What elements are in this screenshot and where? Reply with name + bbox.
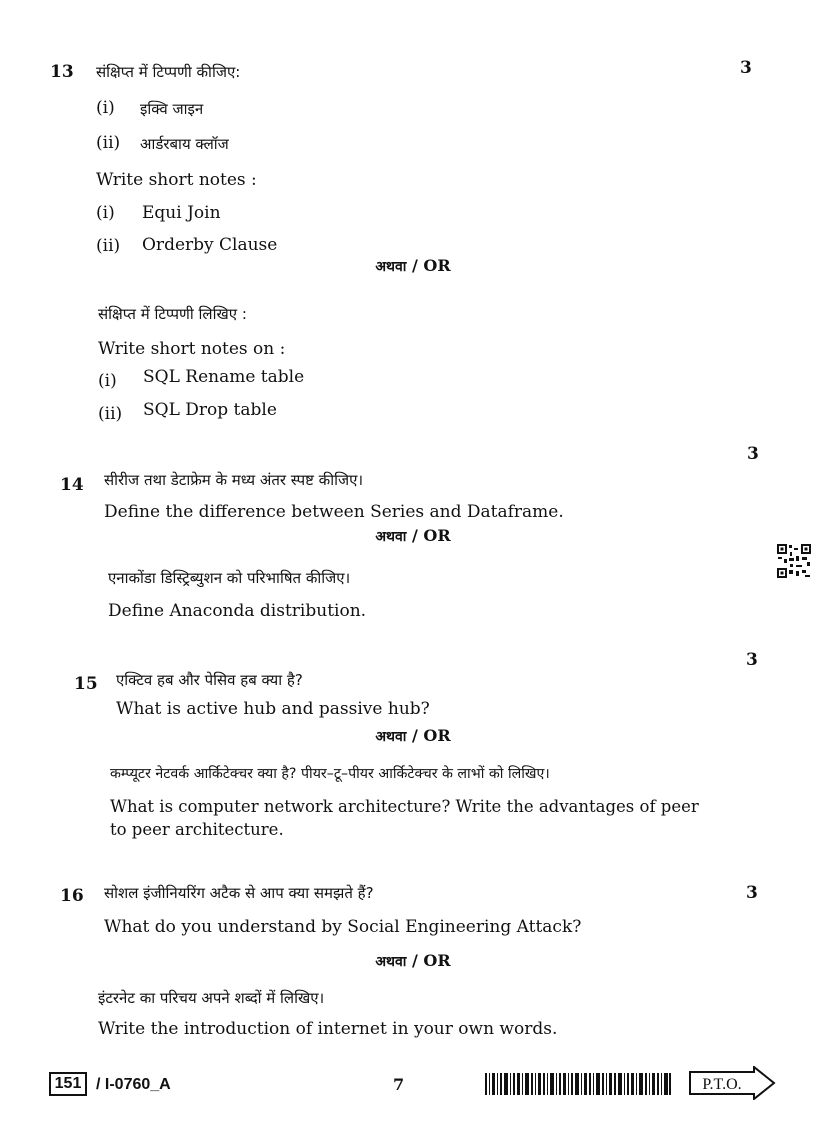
q13-english-item-text: Orderby Clause xyxy=(142,235,278,255)
question-15-marks: 3 xyxy=(746,650,758,670)
q13-hindi-item-text: इक्वि जाइन xyxy=(140,100,204,118)
q13-english-item-label: (ii) xyxy=(96,236,121,256)
q13-alt-item-text: SQL Drop table xyxy=(143,400,277,420)
question-13-hindi-prompt: संक्षिप्त में टिप्पणी कीजिए: xyxy=(96,63,241,81)
q13-hindi-item-label: (ii) xyxy=(96,133,121,153)
or-hindi: अथवा xyxy=(375,259,407,275)
or-hindi: अथवा xyxy=(375,954,407,970)
question-14-number: 14 xyxy=(60,475,84,495)
q16-alt-english: Write the introduction of internet in your own words. xyxy=(98,1019,558,1039)
question-16-number: 16 xyxy=(60,886,84,906)
or-english: / OR xyxy=(411,526,451,545)
question-15-hindi: एक्टिव हब और पेसिव हब क्या है? xyxy=(116,671,303,689)
q13-english-item-text: Equi Join xyxy=(142,203,221,223)
q14-alt-english: Define Anaconda distribution. xyxy=(108,601,367,621)
q13-alt-item-label: (ii) xyxy=(98,404,123,424)
question-13-number: 13 xyxy=(50,62,74,82)
question-13-marks: 3 xyxy=(740,58,752,78)
or-hindi: अथवा xyxy=(375,729,407,745)
or-english: / OR xyxy=(411,726,451,745)
footer-paper-code: / I-0760_A xyxy=(96,1076,171,1093)
q13-alt-hindi-prompt: संक्षिप्त में टिप्पणी लिखिए : xyxy=(98,305,247,323)
question-15-english: What is active hub and passive hub? xyxy=(116,699,430,719)
q15-alt-english-line1: What is computer network architecture? Write the advantages of peer xyxy=(110,797,699,816)
barcode-icon xyxy=(485,1073,671,1095)
q13-hindi-item-text: आर्डरबाय क्लॉज xyxy=(140,135,229,153)
q13-alt-item-text: SQL Rename table xyxy=(143,367,305,387)
q15-or-divider xyxy=(0,726,826,746)
q13-alt-english-prompt: Write short notes on : xyxy=(98,339,286,359)
question-16-english: What do you understand by Social Engineering Attack? xyxy=(104,917,582,937)
qr-code-icon xyxy=(776,543,812,579)
question-16-hindi: सोशल इंजीनियरिंग अटैक से आप क्या समझते हैं? xyxy=(104,884,374,902)
q14-alt-hindi: एनाकोंडा डिस्ट्रिब्युशन को परिभाषित कीजिए। xyxy=(108,569,351,587)
footer-page-number: 7 xyxy=(393,1075,405,1094)
question-14-hindi: सीरीज तथा डेटाफ्रेम के मध्य अंतर स्पष्ट कीजिए। xyxy=(104,471,364,489)
pto-label: P.T.O. xyxy=(702,1076,742,1093)
or-english: / OR xyxy=(411,256,451,275)
footer-code-box: 151 xyxy=(49,1072,87,1096)
q15-alt-hindi: कम्प्यूटर नेटवर्क आर्किटेक्चर क्या है? पीयर–टू–पीयर आर्किटेक्चर के लाभों को लिखिए। xyxy=(110,766,550,782)
or-hindi: अथवा xyxy=(375,529,407,545)
q13-alt-item-label: (i) xyxy=(98,371,117,391)
q16-or-divider xyxy=(0,951,826,971)
q14-or-divider xyxy=(0,526,826,546)
question-15-number: 15 xyxy=(74,674,98,694)
q16-alt-hindi: इंटरनेट का परिचय अपने शब्दों में लिखिए। xyxy=(98,989,325,1007)
q13-english-item-label: (i) xyxy=(96,203,115,223)
question-13-english-prompt: Write short notes : xyxy=(96,170,257,190)
q13-or-divider xyxy=(0,256,826,276)
pto-arrow-icon xyxy=(688,1066,776,1100)
q13-hindi-item-label: (i) xyxy=(96,98,115,118)
or-english: / OR xyxy=(411,951,451,970)
question-14-english: Define the difference between Series and Dataframe. xyxy=(104,502,564,522)
q15-alt-english-line2: to peer architecture. xyxy=(110,820,284,839)
question-16-marks: 3 xyxy=(746,883,758,903)
question-14-marks: 3 xyxy=(747,444,759,464)
